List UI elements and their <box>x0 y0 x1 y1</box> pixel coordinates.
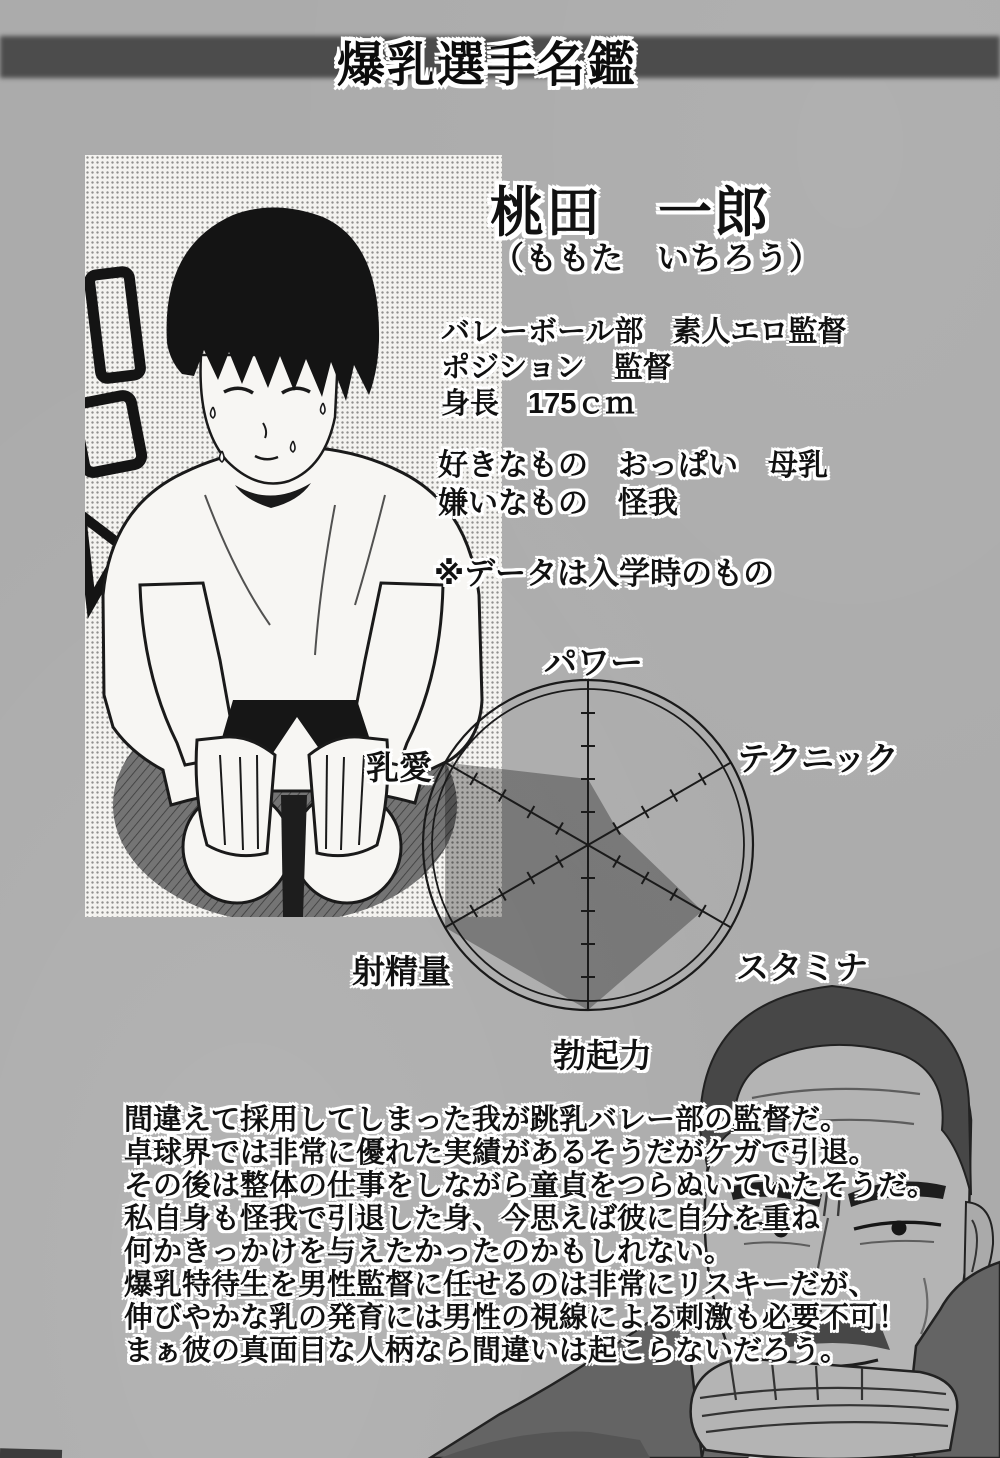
bio-line: 何かきっかけを与えたかったのかもしれない。 <box>124 1236 734 1268</box>
bio-text <box>124 1104 936 1368</box>
radar-label-power: パワー <box>544 644 643 681</box>
radar-label-breast-love: 乳愛 <box>366 749 432 786</box>
bio-line: その後は整体の仕事をしながら童貞をつらぬいていたそうだ。 <box>124 1170 937 1202</box>
bio-line: 卓球界では非常に優れた実績があるそうだがケガで引退。 <box>124 1137 878 1169</box>
player-name-kana: （ももた いちろう） <box>492 240 823 276</box>
dislikes-line: 嫌いなもの 怪我 <box>438 487 678 520</box>
bio-line: 爆乳特待生を男性監督に任せるのは非常にリスキーだが、 <box>124 1269 878 1301</box>
radar-label-ejaculation: 射精量 <box>352 953 451 990</box>
radar-label-technique: テクニック <box>737 740 899 777</box>
radar-label-stamina: スタミナ <box>736 949 868 986</box>
bio-line: まぁ彼の真面目な人柄なら間違いは起こらないだろう。 <box>124 1335 850 1367</box>
position-line: ポジション 監督 <box>441 352 672 384</box>
scan-edge <box>0 1448 62 1458</box>
likes-block <box>438 447 828 523</box>
club-line: バレーボール部 素人エロ監督 <box>441 316 847 348</box>
player-name: 桃田 一郎 <box>490 183 770 243</box>
page-title: 爆乳選手名鑑 <box>337 39 638 92</box>
bio-line: 伸びやかな乳の発育には男性の視線による刺激も必要不可！ <box>124 1302 908 1334</box>
coach-hands <box>691 1358 958 1458</box>
bio-line: 私自身も怪我で引退した身、今思えば彼に自分を重ね <box>124 1203 821 1235</box>
player-info <box>441 314 846 422</box>
bio-line: 間違えて採用してしまった我が跳乳バレー部の監督だ。 <box>124 1104 850 1136</box>
knee-shadow <box>281 795 307 917</box>
likes-line: 好きなもの おっぱい 母乳 <box>438 449 828 482</box>
radar-label-erection: 勃起力 <box>553 1037 652 1074</box>
radar-chart <box>398 655 778 1035</box>
height-line: 身長 175ｃｍ <box>441 388 635 420</box>
boy-hair <box>167 207 380 401</box>
data-note: ※データは入学時のもの <box>434 556 775 591</box>
